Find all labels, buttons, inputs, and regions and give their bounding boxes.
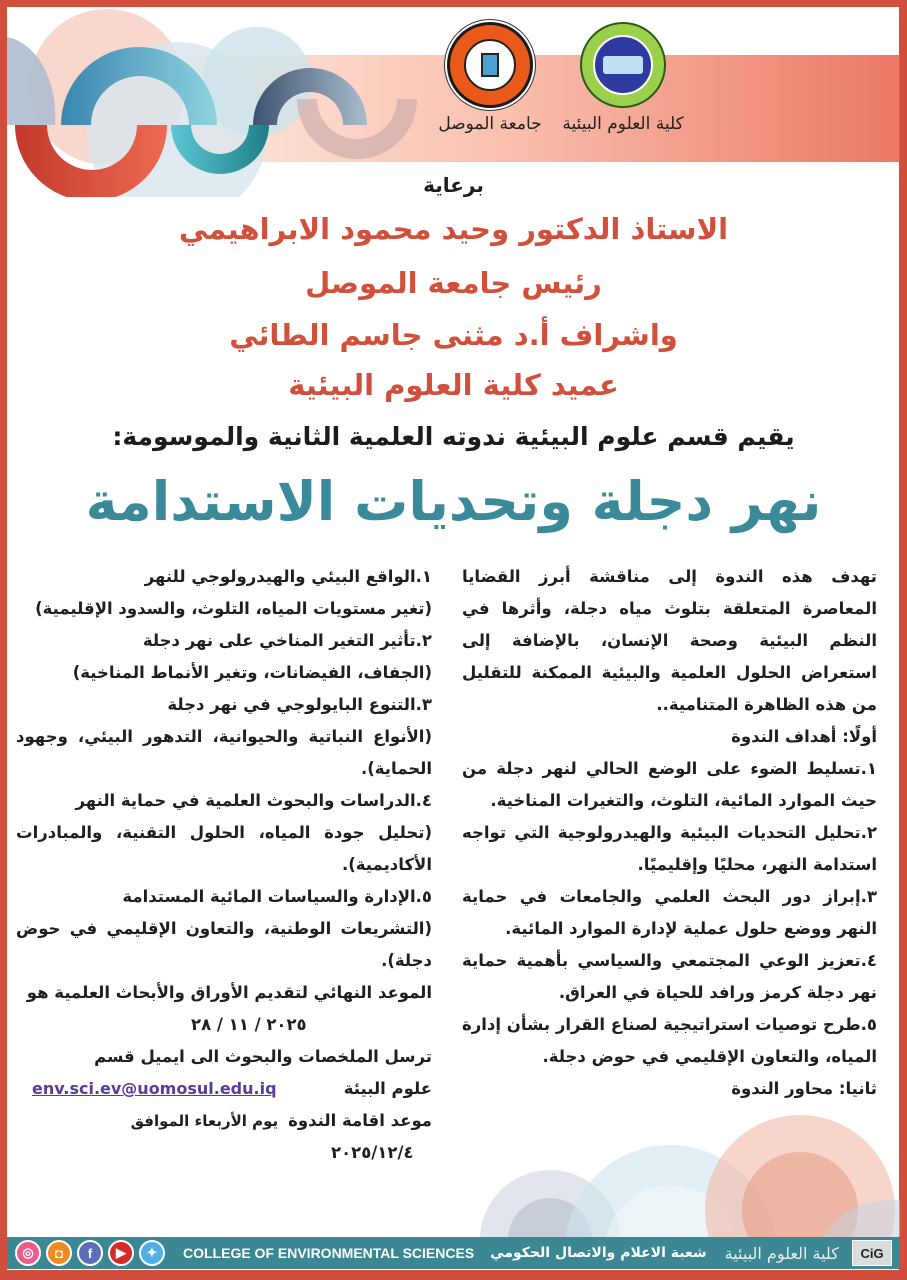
axis-detail: (الأنواع النباتية والحيوانية، التدهور البيئي، وجهود الحماية). [16, 727, 432, 778]
footer-bar [7, 1237, 900, 1269]
deadline-date: ٢٠٢٥ / ١١ / ٢٨ [191, 1015, 307, 1034]
axis-detail: (التشريعات الوطنية، والتعاون الإقليمي في حوض دجلة). [16, 919, 432, 970]
university-logo-block [438, 22, 542, 134]
objective-item: ١.تسليط الضوء على الوضع الحالي لنهر دجلة من حيث الموارد المائية، التلوث، والتغيرات المناخية. [462, 759, 877, 810]
axes-heading: ثانيا: محاور الندوة [731, 1079, 877, 1098]
media-unit-logo: CiG [852, 1240, 892, 1266]
axis-detail: (تحليل جودة المياه، الحلول التقنية، والمبادرات الأكاديمية). [16, 823, 432, 874]
submission-email-line [16, 1073, 432, 1105]
intro-paragraph: تهدف هذه الندوة إلى مناقشة أبرز القضايا المعاصرة المتعلقة بتلوث مياه دجلة، وأثرها في النظم البيئية وصحة الإنسان، بالإضافة إلى استعراض الحلول العلمية والبيئية الممكنة للتقليل من هذه الظاهرة المتنامية.. [462, 567, 877, 714]
college-name-caption: كلية العلوم البيئية [562, 114, 684, 134]
college-name-english: COLLEGE OF ENVIRONMENTAL SCIENCES [183, 1245, 475, 1261]
submission-department: علوم البيئة [343, 1079, 432, 1098]
objective-item: ٣.إبراز دور البحث العلمي والجامعات في حماية النهر ووضع حلول عملية لإدارة الموارد المائية. [462, 887, 877, 938]
seminar-title: نهر دجلة وتحديات الاستدامة [85, 470, 822, 533]
axis-detail: (تغير مستويات المياه، التلوث، والسدود الإقليمية) [35, 599, 432, 618]
objective-item: ٥.طرح توصيات استراتيجية لصناع القرار بشأن إدارة المياه، والتعاون الإقليمي في حوض دجلة. [462, 1015, 877, 1066]
event-day: يوم الأربعاء الموافق [130, 1112, 279, 1130]
facebook-icon[interactable]: f [77, 1240, 103, 1266]
patronage-label: برعاية [423, 173, 484, 197]
supervisor-name: واشراف أ.د مثنى جاسم الطائي [229, 318, 678, 352]
frame-top-border [0, 0, 907, 7]
twitter-icon[interactable]: ✦ [139, 1240, 165, 1266]
patron-name: الاستاذ الدكتور وحيد محمود الابراهيمي [178, 212, 729, 246]
email-link[interactable]: env.sci.ev@uomosul.edu.iq [32, 1079, 277, 1098]
social-links [15, 1240, 165, 1266]
axes-column [16, 561, 432, 1169]
youtube-icon[interactable]: ▶ [108, 1240, 134, 1266]
event-label: موعد اقامة الندوة [288, 1111, 432, 1130]
instagram-icon[interactable]: ◘ [46, 1240, 72, 1266]
objectives-column [462, 561, 877, 1105]
supervisor-title: عميد كلية العلوم البيئية [288, 368, 619, 402]
axis-detail: (الجفاف، الفيضانات، وتغير الأنماط المناخية) [72, 663, 432, 682]
event-date-line [16, 1105, 432, 1137]
objectives-heading: أولًا: أهداف الندوة [731, 727, 877, 746]
axis-title: ٣.التنوع البايولوجي في نهر دجلة [167, 695, 432, 714]
axis-title: ٥.الإدارة والسياسات المائية المستدامة [122, 887, 432, 906]
decorative-rings-bottom [460, 1110, 900, 1238]
event-date: ٢٠٢٥/١٢/٤ [331, 1143, 414, 1162]
axis-title: ١.الواقع البيئي والهيدرولوجي للنهر [144, 567, 432, 586]
college-logo-block [562, 22, 684, 134]
frame-bottom-border [0, 1270, 907, 1280]
objective-item: ٢.تحليل التحديات البيئية والهيدرولوجية التي تواجه استدامة النهر، محليًا وإقليميًا. [462, 823, 877, 874]
objective-item: ٤.تعزيز الوعي المجتمعي والسياسي بأهمية حماية نهر دجلة كرمز ورافد للحياة في العراق. [462, 951, 877, 1002]
axis-title: ٤.الدراسات والبحوث العلمية في حماية النهر [75, 791, 432, 810]
dribbble-icon[interactable]: ◎ [15, 1240, 41, 1266]
university-of-mosul-seal [447, 22, 533, 108]
deadline-text: الموعد النهائي لتقديم الأوراق والأبحاث العلمية هو [26, 983, 432, 1002]
university-name-caption: جامعة الموصل [438, 114, 542, 134]
footer-decoration [460, 1110, 900, 1238]
patron-title: رئيس جامعة الموصل [305, 266, 602, 300]
seminar-announcement: يقيم قسم علوم البيئية ندوته العلمية الثانية والموسومة: [112, 422, 795, 451]
axis-title: ٢.تأثير التغير المناخي على نهر دجلة [142, 631, 432, 650]
college-name-calligraphy: كلية العلوم البيئية [724, 1243, 839, 1263]
college-seal [580, 22, 666, 108]
media-unit-name: شعبة الاعلام والاتصال الحكومي [490, 1245, 707, 1261]
submission-text: ترسل الملخصات والبحوث الى ايميل قسم [94, 1047, 432, 1066]
